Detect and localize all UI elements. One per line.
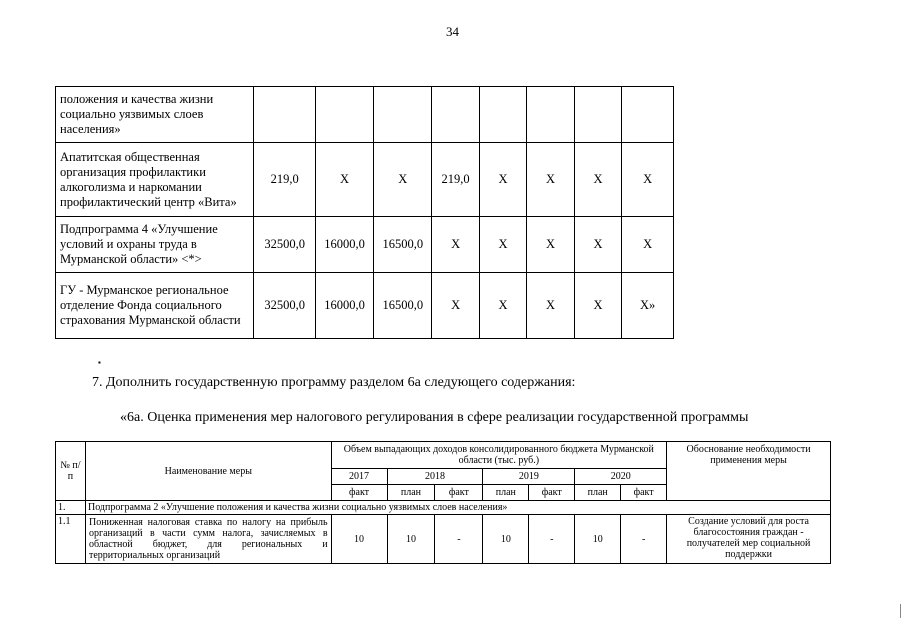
value-cell: 16000,0	[315, 273, 373, 339]
value-cell: X	[479, 217, 526, 273]
value-cell: -	[621, 515, 667, 564]
col-name-header: Наименование меры	[85, 442, 331, 501]
plan-header: план	[387, 485, 435, 501]
value-cell: 16000,0	[315, 217, 373, 273]
value-cell: 219,0	[254, 143, 315, 217]
plan-header: план	[575, 485, 621, 501]
table-row	[56, 501, 831, 515]
value-cell: X	[527, 143, 574, 217]
value-cell: 32500,0	[254, 273, 315, 339]
table-row	[56, 87, 674, 143]
value-cell	[622, 87, 674, 143]
fact-header: факт	[621, 485, 667, 501]
value-cell: X»	[622, 273, 674, 339]
page-number: 34	[446, 24, 459, 39]
col-volume-header: Объем выпадающих доходов консолидированного бюджета Мурманской области (тыс. руб.)	[331, 442, 667, 469]
col-num-header: № п/п	[56, 442, 86, 501]
value-cell: X	[622, 217, 674, 273]
measure-justification: Создание условий для роста благосостояния граждан - получателей мер социальной поддержки	[667, 515, 831, 564]
stray-mark: ▪	[98, 358, 101, 367]
value-cell	[374, 87, 432, 143]
value-cell	[527, 87, 574, 143]
fact-header: факт	[435, 485, 483, 501]
row-name: ГУ - Мурманское региональное отделение Фонда социального страхования Мурманской области	[56, 273, 254, 339]
value-cell: 10	[387, 515, 435, 564]
year-2017-header: 2017	[331, 469, 387, 485]
measure-name: Пониженная налоговая ставка по налогу на прибыль организаций в части сумм налога, зачисляемых в областной бюджет, для региональных и территориальных организаций	[85, 515, 331, 564]
value-cell: 10	[575, 515, 621, 564]
value-cell: X	[527, 273, 574, 339]
row-name: положения и качества жизни социально уязвимых слоев населения»	[56, 87, 254, 143]
value-cell	[432, 87, 479, 143]
funding-table	[55, 86, 674, 339]
plan-header: план	[483, 485, 529, 501]
value-cell	[574, 87, 621, 143]
tax-measures-table	[55, 441, 831, 564]
table-row	[56, 143, 674, 217]
value-cell	[315, 87, 373, 143]
value-cell: X	[315, 143, 373, 217]
subprogram-title: Подпрограмма 2 «Улучшение положения и качества жизни социально уязвимых слоев населения»	[85, 501, 830, 515]
value-cell: -	[435, 515, 483, 564]
table-row	[56, 273, 674, 339]
value-cell: X	[527, 217, 574, 273]
value-cell: 16500,0	[374, 273, 432, 339]
value-cell: 16500,0	[374, 217, 432, 273]
fact-header: факт	[331, 485, 387, 501]
year-2020-header: 2020	[575, 469, 667, 485]
row-name: Подпрограмма 4 «Улучшение условий и охраны труда в Мурманской области» <*>	[56, 217, 254, 273]
value-cell	[479, 87, 526, 143]
section-title: «6а. Оценка применения мер налогового регулирования в сфере реализации государственной программы	[120, 410, 749, 425]
value-cell: X	[432, 217, 479, 273]
value-cell: X	[479, 143, 526, 217]
year-2019-header: 2019	[483, 469, 575, 485]
value-cell: 10	[331, 515, 387, 564]
table-row	[56, 515, 831, 564]
value-cell: X	[574, 217, 621, 273]
value-cell: 10	[483, 515, 529, 564]
row-num: 1.1	[56, 515, 86, 564]
value-cell: 32500,0	[254, 217, 315, 273]
fact-header: факт	[529, 485, 575, 501]
value-cell: X	[622, 143, 674, 217]
row-name: Апатитская общественная организация профилактики алкоголизма и наркомании профилактический центр «Вита»	[56, 143, 254, 217]
paragraph-7: 7. Дополнить государственную программу разделом 6а следующего содержания:	[92, 375, 576, 390]
value-cell: X	[479, 273, 526, 339]
value-cell: 219,0	[432, 143, 479, 217]
value-cell: X	[374, 143, 432, 217]
value-cell: X	[432, 273, 479, 339]
table-row	[56, 217, 674, 273]
value-cell: -	[529, 515, 575, 564]
year-2018-header: 2018	[387, 469, 483, 485]
row-num: 1.	[56, 501, 86, 515]
value-cell: X	[574, 273, 621, 339]
value-cell	[254, 87, 315, 143]
page-edge-mark	[900, 604, 901, 618]
value-cell: X	[574, 143, 621, 217]
col-justification-header: Обоснование необходимости применения меры	[667, 442, 831, 501]
